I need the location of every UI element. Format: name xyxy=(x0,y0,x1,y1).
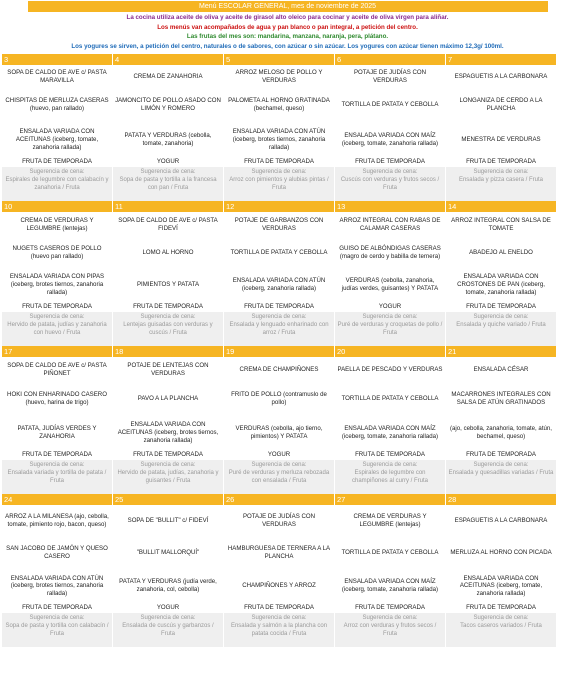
side-dish: ENSALADA VARIADA CON PIPAS (iceberg, brotes tiernos, zanahoria rallada) xyxy=(9,273,105,296)
first-course: SOPA DE CALDO DE AVE c/ PASTA MARAVILLA xyxy=(7,68,107,84)
side-dish: PIMIENTOS Y PATATA xyxy=(136,280,200,288)
dinner-suggestion-text: Sopa de pasta y tortilla con calabacín / Fruta xyxy=(5,623,109,637)
side-dish: MENESTRA DE VERDURAS xyxy=(461,135,541,143)
dinner-suggestion-label: Sugerencia de cena: xyxy=(473,615,529,622)
dinner-suggestion xyxy=(446,167,556,201)
oil-note: La cocina utiliza aceite de oliva y aceite de girasol alto oleico para cocinar y aceite de oliva virgen para aliñar. xyxy=(126,14,449,21)
day-column xyxy=(113,201,223,346)
second-course: "BULLIT MALLORQUÍ" xyxy=(136,549,200,557)
dessert: FRUTA DE TEMPORADA xyxy=(355,451,425,459)
week-row xyxy=(2,346,573,494)
menu-header xyxy=(0,0,575,51)
dessert: FRUTA DE TEMPORADA xyxy=(244,158,314,166)
first-course: CREMA DE VERDURAS Y LEGUMBRE (lentejas) xyxy=(20,217,94,233)
dinner-suggestion-text: Ensalada y lenguado enharinado con arroz / Fruta xyxy=(229,322,329,336)
dessert: FRUTA DE TEMPORADA xyxy=(466,451,536,459)
first-course: PAELLA DE PESCADO Y VERDURAS xyxy=(337,366,443,374)
first-course: POTAJE DE LENTEJAS CON VERDURAS xyxy=(127,362,209,378)
dinner-suggestion-label: Sugerencia de cena: xyxy=(29,314,85,321)
dessert: YOGUR xyxy=(267,451,291,459)
week-row xyxy=(2,494,573,647)
dinner-suggestion xyxy=(2,312,112,346)
dinner-suggestion xyxy=(113,312,223,346)
dinner-suggestion xyxy=(224,312,334,346)
day-column xyxy=(224,494,334,647)
second-course: NUGETS CASEROS DE POLLO (huevo pan rallado) xyxy=(12,244,102,260)
day-column xyxy=(224,346,334,494)
side-dish: ENSALADA VARIADA CON MAÍZ (iceberg, tomate, zanahoria rallada) xyxy=(341,424,439,440)
day-date: 5 xyxy=(224,54,334,65)
dinner-suggestion-text: Hervido de patata, judías y zanahoria con huevo / Fruta xyxy=(7,322,107,336)
side-dish: PATATA Y VERDURAS (judía verde, zanahoria, col, cebolla) xyxy=(119,578,217,594)
first-course: CREMA DE ZANAHORIA xyxy=(133,72,203,80)
dessert: FRUTA DE TEMPORADA xyxy=(133,303,203,311)
first-course: POTAJE DE GARBANZOS CON VERDURAS xyxy=(234,217,324,233)
first-course: POTAJE DE JUDÍAS CON VERDURAS xyxy=(353,68,426,84)
dessert: FRUTA DE TEMPORADA xyxy=(466,158,536,166)
day-column xyxy=(2,346,112,494)
dinner-suggestion xyxy=(2,460,112,494)
menu-calendar xyxy=(2,54,573,647)
dinner-suggestion-text: Lentejas guisadas con verduras y cuscús / Fruta xyxy=(123,322,213,336)
dinner-suggestion-text: Ensalada variada y tortilla de patata / Fruta xyxy=(7,470,107,484)
dessert: FRUTA DE TEMPORADA xyxy=(22,303,92,311)
dinner-suggestion-label: Sugerencia de cena: xyxy=(140,615,196,622)
side-dish: ENSALADA VARIADA CON MAÍZ (iceberg, tomate, zanahoria rallada) xyxy=(341,131,439,147)
day-date: 3 xyxy=(2,54,112,65)
dinner-suggestion-text: Tacos caseros variados / Fruta xyxy=(460,623,542,630)
bread-note: Los menús van acompañados de agua y pan blanco o pan integral, a petición del centro. xyxy=(157,23,418,31)
day-date: 19 xyxy=(224,346,334,357)
day-column xyxy=(446,494,556,647)
day-column xyxy=(335,54,445,201)
day-column xyxy=(224,54,334,201)
dessert: FRUTA DE TEMPORADA xyxy=(466,303,536,311)
first-course: CREMA DE VERDURAS Y LEGUMBRE (lentejas) xyxy=(353,513,427,529)
dinner-suggestion-text: Arroz con verduras y frutos secos / Fruta xyxy=(343,623,437,637)
dinner-suggestion-label: Sugerencia de cena: xyxy=(140,462,196,469)
day-date: 17 xyxy=(2,346,112,357)
second-course: PAVO A LA PLANCHA xyxy=(137,395,199,403)
dinner-suggestion xyxy=(446,312,556,346)
first-course: ARROZ MELOSO DE POLLO Y VERDURAS xyxy=(235,68,323,84)
dinner-suggestion xyxy=(335,167,445,201)
dinner-suggestion-label: Sugerencia de cena: xyxy=(362,314,418,321)
dessert: FRUTA DE TEMPORADA xyxy=(244,604,314,612)
dinner-suggestion xyxy=(113,613,223,647)
second-course: ABADEJO AL ENELDO xyxy=(469,248,533,256)
side-dish: ENSALADA VARIADA CON ACEITUNAS (iceberg, brotes tiernos, zanahoria rallada) xyxy=(117,421,219,444)
dinner-suggestion-label: Sugerencia de cena: xyxy=(29,169,85,176)
second-course: JAMONCITO DE POLLO ASADO CON LIMÓN Y ROMERO xyxy=(115,97,221,113)
day-column xyxy=(2,54,112,201)
first-course: ENSALADA CÉSAR xyxy=(473,366,529,374)
day-date: 18 xyxy=(113,346,223,357)
day-column xyxy=(446,54,556,201)
day-column xyxy=(335,494,445,647)
dinner-suggestion-text: Arroz con pimientos y alubias pintas / Fruta xyxy=(229,177,329,191)
dinner-suggestion xyxy=(2,167,112,201)
day-column xyxy=(446,346,556,494)
second-course: LONGANIZA DE CERDO A LA PLANCHA xyxy=(459,97,543,113)
side-dish: CHAMPIÑONES Y ARROZ xyxy=(242,582,316,590)
day-date: 24 xyxy=(2,494,112,505)
dinner-suggestion-text: Hervido de patata, judías, zanahoria y guisantes / Fruta xyxy=(117,470,219,484)
week-row xyxy=(2,54,573,201)
second-course: TORTILLA DE PATATA Y CEBOLLA xyxy=(341,395,439,403)
dinner-suggestion-label: Sugerencia de cena: xyxy=(362,615,418,622)
day-column xyxy=(335,201,445,346)
dessert: YOGUR xyxy=(378,303,402,311)
dessert: YOGUR xyxy=(156,604,180,612)
menu-title: Menú ESCOLAR GENERAL, mes de noviembre de 2025 xyxy=(28,1,548,12)
dinner-suggestion-text: Ensalada de cuscús y garbanzos / Fruta xyxy=(122,623,214,637)
dinner-suggestion-text: Ensalada y quiche variado / Fruta xyxy=(456,322,546,329)
dinner-suggestion-text: Ensalada y quesadillas variadas / Fruta xyxy=(448,470,554,477)
day-date: 7 xyxy=(446,54,556,65)
dinner-suggestion xyxy=(113,460,223,494)
dinner-suggestion-text: Espirales de legumbre con champiñones al curry / Fruta xyxy=(351,470,429,484)
first-course: CREMA DE CHAMPIÑONES xyxy=(239,366,319,374)
side-dish: ENSALADA VARIADA CON CROSTONES DE PAN (iceberg, tomate, zanahoria rallada) xyxy=(457,273,545,296)
day-date: 20 xyxy=(335,346,445,357)
first-course: ESPAGUETIS A LA CARBONARA xyxy=(454,72,548,80)
side-dish: ENSALADA VARIADA CON ATÚN (iceberg, brotes tiernos, zanahoria rallada) xyxy=(10,574,104,598)
yogurt-note: Los yogures se sirven, a petición del centro, naturales o de sabores, con azúcar o sin azúcar. Los yogures con azúcar tienen máximo 12,3g/ 100ml. xyxy=(71,42,504,50)
second-course: FRITO DE POLLO (contramuslo de pollo) xyxy=(231,391,327,407)
dinner-suggestion-text: Puré de verduras y merluza rebozada con ensalada / Fruta xyxy=(228,470,330,484)
dinner-suggestion-label: Sugerencia de cena: xyxy=(251,314,307,321)
dessert: FRUTA DE TEMPORADA xyxy=(355,158,425,166)
second-course: MERLUZA AL HORNO CON PICADA xyxy=(450,549,552,557)
day-date: 21 xyxy=(446,346,556,357)
dinner-suggestion xyxy=(335,312,445,346)
side-dish: PATATA Y VERDURAS (cebolla, tomate, zanahoria) xyxy=(124,131,212,147)
day-date: 27 xyxy=(335,494,445,505)
week-row xyxy=(2,201,573,346)
side-dish: VERDURAS (cebolla, zanahoria, judías verdes, guisantes) Y PATATA xyxy=(341,276,439,292)
dinner-suggestion-label: Sugerencia de cena: xyxy=(473,314,529,321)
day-date: 4 xyxy=(113,54,223,65)
first-course: SOPA DE "BULLIT" c/ FIDEVÍ xyxy=(127,517,209,525)
side-dish: (ajo, cebolla, zanahoria, tomate, atún, bechamel, queso) xyxy=(450,424,552,440)
dinner-suggestion-label: Sugerencia de cena: xyxy=(251,169,307,176)
dinner-suggestion-label: Sugerencia de cena: xyxy=(473,462,529,469)
dessert: FRUTA DE TEMPORADA xyxy=(133,451,203,459)
dessert: FRUTA DE TEMPORADA xyxy=(22,604,92,612)
side-dish: ENSALADA VARIADA CON ACEITUNAS (iceberg, tomate, zanahoria rallada) xyxy=(459,574,543,598)
side-dish: ENSALADA VARIADA CON ATÚN (iceberg, brotes tiernos, zanahoria rallada) xyxy=(232,128,326,151)
side-dish: VERDURAS (cebolla, ajo tierno, pimientos) Y PATATA xyxy=(235,424,323,440)
day-date: 10 xyxy=(2,201,112,212)
dinner-suggestion-label: Sugerencia de cena: xyxy=(29,615,85,622)
day-column xyxy=(113,54,223,201)
day-column xyxy=(2,201,112,346)
day-column xyxy=(224,201,334,346)
second-course: HOKI CON ENHARINADO CASERO (huevo, harina de trigo) xyxy=(7,391,107,407)
dessert: FRUTA DE TEMPORADA xyxy=(22,451,92,459)
dinner-suggestion-label: Sugerencia de cena: xyxy=(140,169,196,176)
second-course: SAN JACOBO DE JAMÓN Y QUESO CASERO xyxy=(6,545,108,561)
dessert: FRUTA DE TEMPORADA xyxy=(466,604,536,612)
day-date: 25 xyxy=(113,494,223,505)
day-date: 12 xyxy=(224,201,334,212)
dinner-suggestion xyxy=(446,460,556,494)
dinner-suggestion-label: Sugerencia de cena: xyxy=(362,462,418,469)
side-dish: ENSALADA VARIADA CON MAÍZ (iceberg, tomate, zanahoria rallada) xyxy=(341,578,439,594)
second-course: CHISPITAS DE MERLUZA CASERAS (huevo, pan rallado) xyxy=(5,97,109,113)
day-date: 28 xyxy=(446,494,556,505)
first-course: ESPAGUETIS A LA CARBONARA xyxy=(454,517,548,525)
dessert: FRUTA DE TEMPORADA xyxy=(355,604,425,612)
dinner-suggestion-label: Sugerencia de cena: xyxy=(362,169,418,176)
second-course: LOMO AL HORNO xyxy=(142,248,194,256)
day-column xyxy=(2,494,112,647)
first-course: SOPA DE CALDO DE AVE c/ PASTA PIÑONET xyxy=(7,362,107,378)
day-date: 26 xyxy=(224,494,334,505)
day-date: 11 xyxy=(113,201,223,212)
first-course: POTAJE DE JUDÍAS CON VERDURAS xyxy=(242,513,315,529)
day-column xyxy=(113,346,223,494)
dinner-suggestion-label: Sugerencia de cena: xyxy=(473,169,529,176)
dinner-suggestion xyxy=(335,613,445,647)
second-course: PALOMETA AL HORNO GRATINADA (bechamel, queso) xyxy=(228,97,330,113)
dinner-suggestion-label: Sugerencia de cena: xyxy=(140,314,196,321)
dinner-suggestion xyxy=(224,460,334,494)
dinner-suggestion-text: Ensalada y salmón a la plancha con patata cocida / Fruta xyxy=(230,623,328,637)
first-course: ARROZ A LA MILANESA (ajo, cebolla, tomate, pimiento rojo, bacon, queso) xyxy=(5,513,109,529)
second-course: HAMBURGUESA DE TERNERA A LA PLANCHA xyxy=(227,545,331,561)
dinner-suggestion xyxy=(113,167,223,201)
second-course: TORTILLA DE PATATA Y CEBOLLA xyxy=(230,248,328,256)
dinner-suggestion-text: Ensalada y pizza casera / Fruta xyxy=(458,177,544,184)
side-dish: ENSALADA VARIADA CON ACEITUNAS (iceberg, tomate, zanahoria rallada) xyxy=(15,128,99,151)
second-course: TORTILLA DE PATATA Y CEBOLLA xyxy=(341,101,439,109)
day-date: 14 xyxy=(446,201,556,212)
dessert: FRUTA DE TEMPORADA xyxy=(22,158,92,166)
dinner-suggestion-text: Cuscús con verduras y frutos secos / Fruta xyxy=(340,177,440,191)
fruit-note: Las frutas del mes son: mandarina, manzana, naranja, pera, plátano. xyxy=(186,33,389,41)
dinner-suggestion-text: Puré de verduras y croquetas de pollo / Fruta xyxy=(337,322,443,336)
dinner-suggestion-text: Espirales de legumbre con calabacín y zanahoria / Fruta xyxy=(5,177,109,191)
second-course: GUISO DE ALBÓNDIGAS CASERAS (magro de cerdo y babilla de ternera) xyxy=(339,244,441,260)
dinner-suggestion-text: Sopa de pasta y tortilla a la francesa con pan / Fruta xyxy=(119,177,217,191)
day-date: 6 xyxy=(335,54,445,65)
side-dish: ENSALADA VARIADA CON ATÚN (iceberg, zanahoria rallada) xyxy=(232,276,326,292)
dinner-suggestion xyxy=(2,613,112,647)
dinner-suggestion-label: Sugerencia de cena: xyxy=(251,462,307,469)
second-course: TORTILLA DE PATATA Y CEBOLLA xyxy=(341,549,439,557)
day-column xyxy=(335,346,445,494)
dinner-suggestion-label: Sugerencia de cena: xyxy=(251,615,307,622)
dinner-suggestion xyxy=(335,460,445,494)
day-column xyxy=(446,201,556,346)
dinner-suggestion-label: Sugerencia de cena: xyxy=(29,462,85,469)
dessert: FRUTA DE TEMPORADA xyxy=(244,303,314,311)
day-column xyxy=(113,494,223,647)
side-dish: PATATA, JUDÍAS VERDES Y ZANAHORIA xyxy=(17,424,97,440)
first-course: SOPA DE CALDO DE AVE c/ PASTA FIDEVÍ xyxy=(118,217,218,233)
first-course: ARROZ INTEGRAL CON RABAS DE CALAMAR CASERAS xyxy=(339,217,441,233)
day-date: 13 xyxy=(335,201,445,212)
dessert: YOGUR xyxy=(156,158,180,166)
second-course: MACARRONES INTEGRALES CON SALSA DE ATÚN GRATINADOS xyxy=(451,391,551,407)
dinner-suggestion xyxy=(224,167,334,201)
dinner-suggestion xyxy=(446,613,556,647)
dinner-suggestion xyxy=(224,613,334,647)
first-course: ARROZ INTEGRAL CON SALSA DE TOMATE xyxy=(451,217,551,233)
